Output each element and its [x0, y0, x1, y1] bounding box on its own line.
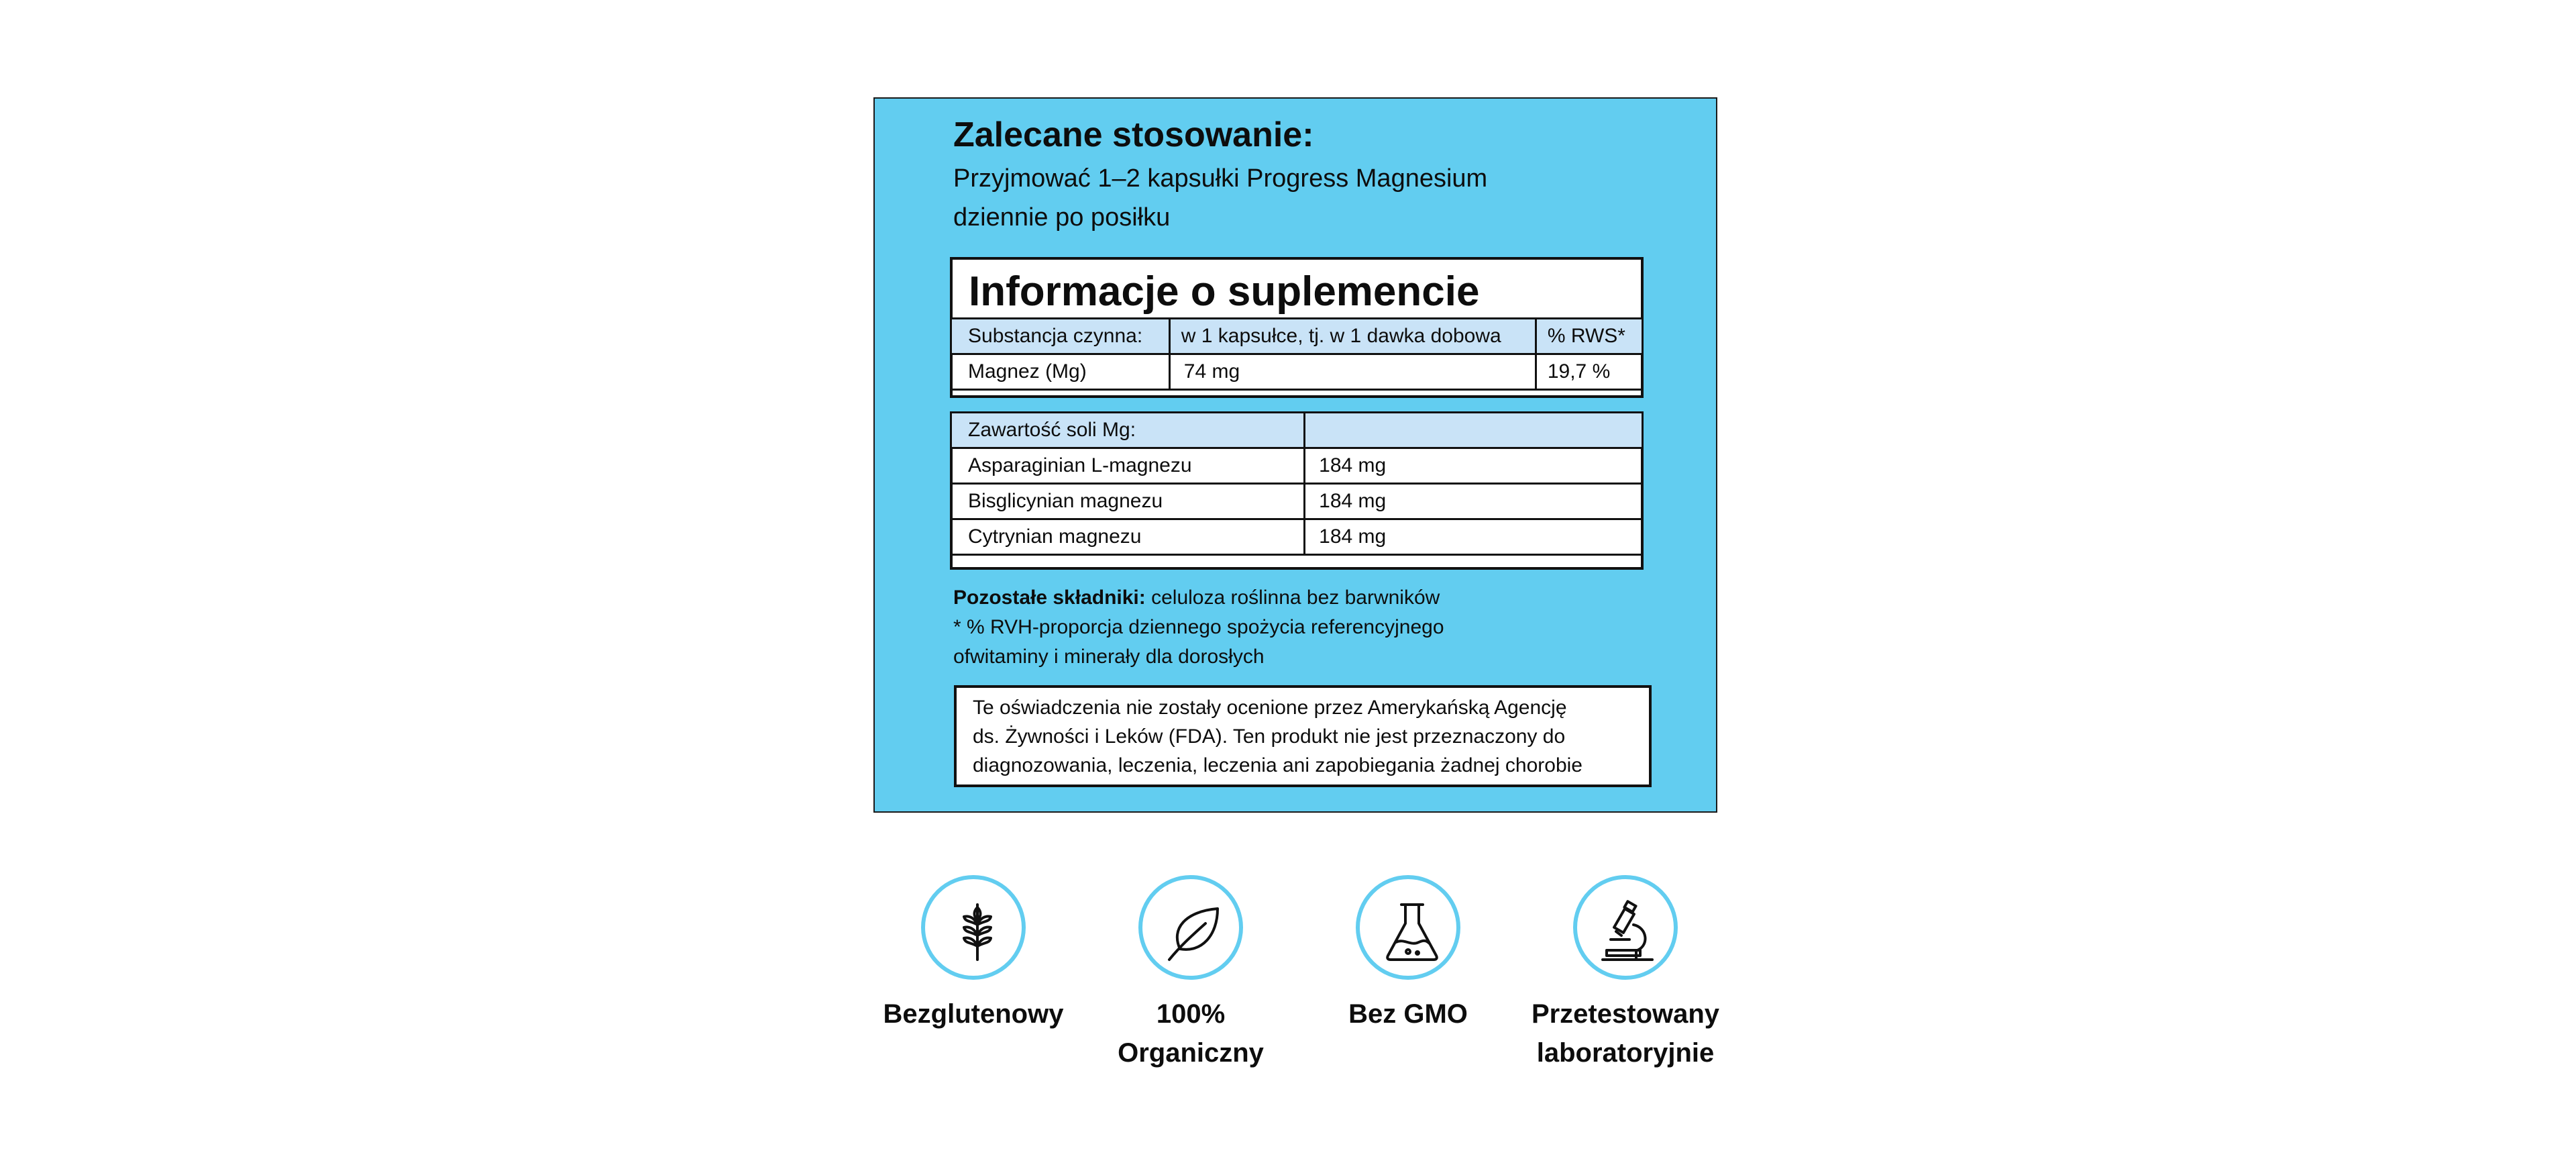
other-ingredients-value: celuloza roślinna bez barwników	[1145, 587, 1440, 609]
header-salts-value	[1305, 413, 1643, 448]
header-per-capsule: w 1 kapsułce, tj. w 1 dawka dobowa	[1169, 319, 1536, 354]
usage-line-1: Przyjmować 1–2 kapsułki Progress Magnesium	[953, 164, 1488, 193]
other-ingredients	[953, 587, 1440, 609]
badge-gluten-free	[863, 875, 1084, 1033]
cell-salt-name: Bisglicynian magnezu	[951, 484, 1305, 519]
cell-salt-name: Asparaginian L-magnezu	[951, 448, 1305, 484]
other-ingredients-label: Pozostałe składniki:	[953, 587, 1146, 609]
table-row	[951, 354, 1643, 390]
badge-label	[1080, 995, 1301, 1072]
cell-rws: 19,7 %	[1536, 354, 1642, 390]
cell-salt-amount: 184 mg	[1305, 519, 1643, 555]
badge-gmo-free	[1297, 875, 1519, 1033]
badge-label	[1297, 995, 1519, 1033]
badge-circle	[1138, 875, 1243, 980]
usage-text	[953, 159, 1624, 237]
disclaimer-line-1: Te oświadczenia nie zostały ocenione przez Amerykańską Agencję	[973, 697, 1567, 719]
badge-label-line-2: Organiczny	[1118, 1038, 1264, 1068]
badge-label	[1515, 995, 1736, 1072]
table-row	[951, 519, 1643, 555]
badge-label-line-1: Bezglutenowy	[883, 999, 1064, 1029]
badge-lab-tested	[1515, 875, 1736, 1072]
header-rws: % RWS*	[1536, 319, 1642, 354]
badge-label-line-1: Przetestowany	[1531, 999, 1720, 1029]
header-active-substance: Substancja czynna:	[951, 319, 1170, 354]
flask-icon	[1379, 898, 1446, 965]
badge-circle	[1573, 875, 1678, 980]
footnote-line-2: ofwitaminy i minerały dla dorosłych	[953, 646, 1265, 668]
cell-salt-amount: 184 mg	[1305, 484, 1643, 519]
fda-disclaimer-text	[973, 693, 1637, 780]
table-row	[951, 484, 1643, 519]
wheat-icon	[944, 898, 1011, 965]
badge-circle	[921, 875, 1026, 980]
magnesium-salts-box	[950, 411, 1644, 570]
table-row	[951, 448, 1643, 484]
supplement-facts-title: Informacje o suplemencie	[969, 268, 1480, 315]
cell-amount: 74 mg	[1169, 354, 1536, 390]
header-salts: Zawartość soli Mg:	[951, 413, 1305, 448]
badge-label-line-1: 100%	[1156, 999, 1226, 1029]
microscope-icon	[1596, 898, 1663, 965]
cell-salt-amount: 184 mg	[1305, 448, 1643, 484]
table-header-row	[951, 413, 1643, 448]
badge-circle	[1356, 875, 1460, 980]
badge-label	[863, 995, 1084, 1033]
leaf-icon	[1161, 898, 1228, 965]
cell-substance: Magnez (Mg)	[951, 354, 1170, 390]
supplement-label-panel	[873, 97, 1717, 813]
magnesium-salts-table	[950, 411, 1644, 556]
supplement-facts-table	[950, 317, 1644, 391]
badge-label-line-2: laboratoryjnie	[1536, 1038, 1715, 1068]
badge-organic	[1080, 875, 1301, 1072]
usage-line-2: dziennie po posiłku	[953, 203, 1171, 232]
disclaimer-line-3: diagnozowania, leczenia, leczenia ani zapobiegania żadnej chorobie	[973, 754, 1582, 776]
fda-disclaimer-box	[954, 685, 1652, 787]
table-header-row	[951, 319, 1643, 354]
footnote-line-1: * % RVH-proporcja dziennego spożycia referencyjnego	[953, 616, 1444, 638]
supplement-facts-box	[950, 257, 1644, 398]
disclaimer-line-2: ds. Żywności i Leków (FDA). Ten produkt nie jest przeznaczony do	[973, 725, 1566, 748]
cell-salt-name: Cytrynian magnezu	[951, 519, 1305, 555]
badge-label-line-1: Bez GMO	[1348, 999, 1468, 1029]
usage-title: Zalecane stosowanie:	[953, 115, 1314, 154]
ingredients-notes	[953, 583, 1624, 672]
